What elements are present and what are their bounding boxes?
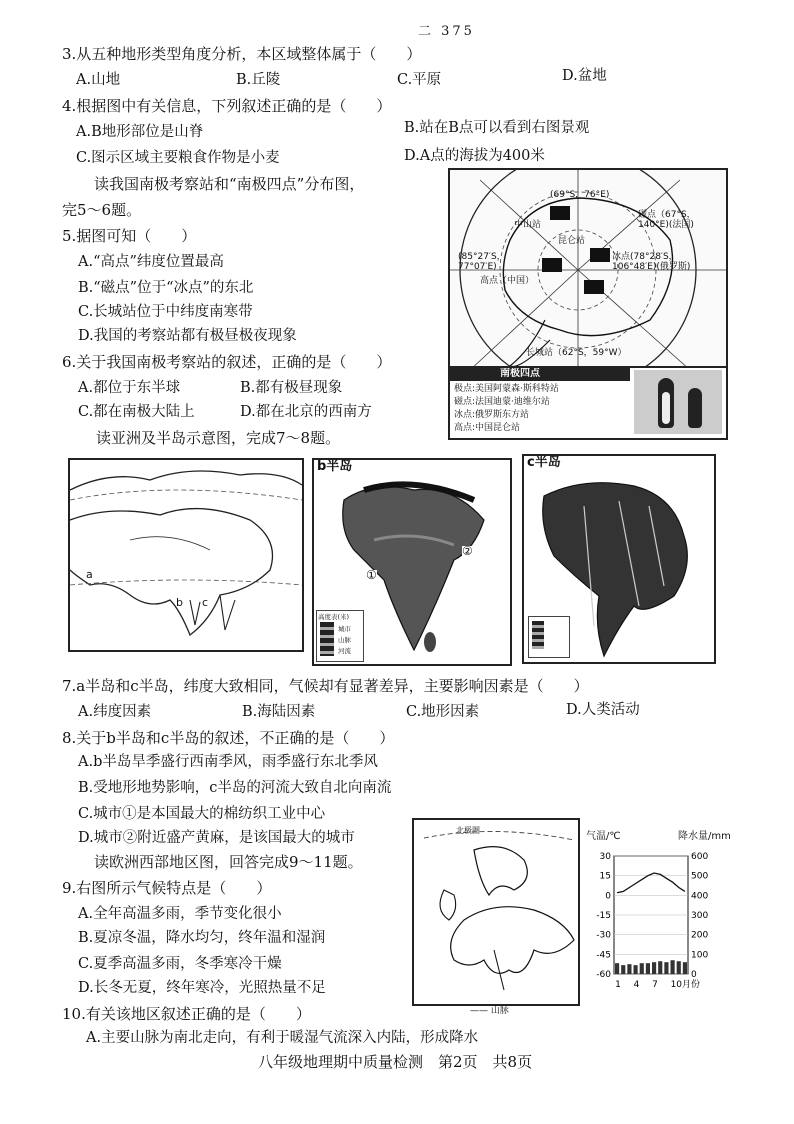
x-tick-label: 10月份 <box>670 980 701 990</box>
precip-tick-label: 300 <box>691 911 709 921</box>
label-high-point-coord: (85°27′S，77°07′E) <box>458 252 506 272</box>
q5-option-d: D.我国的考察站都有极昼极夜现象 <box>78 328 297 344</box>
precip-bar <box>634 965 638 974</box>
europe-map-legend: —— 山脉 <box>470 1006 509 1016</box>
temp-tick-label: -30 <box>596 930 611 941</box>
precip-tick-label: 600 <box>691 852 709 862</box>
b-legend-title: 高度表(米) <box>318 613 350 621</box>
precip-bar <box>627 964 631 974</box>
q8-option-d: D.城市②附近盛产黄麻，是该国最大的城市 <box>78 830 355 846</box>
precip-bar <box>664 962 668 974</box>
temp-axis-label: 气温/℃ <box>586 831 621 842</box>
label-magnetic-point: 磁点（67°S，140°E)(法国) <box>638 210 696 230</box>
precip-tick-label: 0 <box>691 970 697 980</box>
q6-option-c: C.都在南极大陆上 <box>78 404 195 420</box>
asia-label-a: a <box>86 568 93 581</box>
asia-label-c: c <box>202 596 209 609</box>
precip-bar <box>671 960 675 974</box>
temp-tick-label: -15 <box>596 911 611 921</box>
legend-high: 高点:中国昆仑站 <box>454 423 521 433</box>
precip-bar <box>615 963 619 974</box>
temp-tick-label: 0 <box>605 891 611 902</box>
asia-map <box>68 458 304 652</box>
q5-stem: 5.据图可知（ ） <box>62 227 197 245</box>
q7-option-b: B.海陆因素 <box>242 704 316 720</box>
b-peninsula-map <box>312 458 512 666</box>
q3-option-d: D.盆地 <box>562 68 607 84</box>
b-legend-mountain: 山脉 <box>338 636 351 644</box>
q7-stem: 7.a半岛和c半岛，纬度大致相同，气候却有显著差异，主要影响因素是（ ） <box>62 677 589 695</box>
header-fragment: 二 375 <box>418 24 475 39</box>
label-great-wall: 长城站（62°S，59°W） <box>526 348 627 358</box>
precip-bar <box>646 963 650 974</box>
label-kunlun: 昆仑站 <box>558 236 586 246</box>
legend-pole: 极点:美国阿蒙森·斯科特站 <box>454 384 559 394</box>
q4-option-b: B.站在B点可以看到右图景观 <box>404 120 590 136</box>
label-high-point: 高点（中国） <box>480 276 535 286</box>
q5-option-b: B.“磁点”位于“冰点”的东北 <box>78 280 254 296</box>
q8-option-c: C.城市①是本国最大的棉纺织工业中心 <box>78 806 326 822</box>
precip-tick-label: 200 <box>691 930 709 941</box>
precip-axis-label: 降水量/mm <box>678 831 731 842</box>
q4-option-a: A.B地形部位是山脊 <box>76 124 204 140</box>
c-peninsula-map <box>522 454 716 664</box>
intro-7-8: 读亚洲及半岛示意图，完成7～8题。 <box>96 429 341 447</box>
b-peninsula-title: b半岛 <box>317 459 353 474</box>
precip-bar <box>621 965 625 974</box>
q6-option-b: B.都有极昼现象 <box>240 380 343 396</box>
q9-option-b: B.夏凉冬温，降水均匀，终年温和湿润 <box>78 930 326 946</box>
c-peninsula-title: c半岛 <box>527 455 561 470</box>
legend-magnetic: 磁点:法国迪蒙·迪维尔站 <box>454 397 550 407</box>
q4-stem: 4.根据图中有关信息，下列叙述正确的是（ ） <box>62 97 392 115</box>
antarctic-legend <box>448 366 728 440</box>
temp-tick-label: -45 <box>596 950 611 961</box>
q3-stem: 3.从五种地形类型角度分析，本区域整体属于（ ） <box>62 45 422 63</box>
precip-tick-label: 400 <box>691 891 709 902</box>
asia-label-b: b <box>176 596 183 609</box>
q6-option-a: A.都位于东半球 <box>78 380 181 396</box>
q9-option-a: A.全年高温多雨，季节变化很小 <box>78 906 282 922</box>
europe-arctic-circle-label: 北极圈 <box>456 826 480 835</box>
precip-tick-label: 100 <box>691 950 709 961</box>
temp-tick-label: 30 <box>599 852 611 862</box>
europe-map <box>412 818 580 1006</box>
b-legend-city: 城市 <box>338 625 351 633</box>
q5-option-c: C.长城站位于中纬度南寒带 <box>78 304 253 320</box>
legend-ice: 冰点:俄罗斯东方站 <box>454 410 530 420</box>
climate-chart-svg <box>580 832 740 1000</box>
precip-bar <box>677 961 681 974</box>
label-zhongshan: 中山站 <box>514 220 542 230</box>
b-city-2: ② <box>462 544 473 558</box>
label-zhongshan-coord: (69°S，76°E) <box>550 190 610 200</box>
intro-5-6-line1: 读我国南极考察站和“南极四点”分布图， <box>94 175 365 193</box>
x-tick-label: 4 <box>633 980 640 990</box>
q3-option-c: C.平原 <box>397 72 442 88</box>
temperature-line <box>617 873 685 893</box>
q6-stem: 6.关于我国南极考察站的叙述，正确的是（ ） <box>62 353 392 371</box>
antarctic-legend-title: 南极四点 <box>500 368 540 379</box>
q6-option-d: D.都在北京的西南方 <box>240 404 372 420</box>
precip-bar <box>683 962 687 974</box>
q10-option-a: A.主要山脉为南北走向，有利于暖湿气流深入内陆，形成降水 <box>86 1030 479 1046</box>
penguin-photo <box>634 370 722 434</box>
q9-option-c: C.夏季高温多雨，冬季寒冷干燥 <box>78 956 282 972</box>
q3-option-a: A.山地 <box>76 72 121 88</box>
precip-tick-label: 500 <box>691 871 709 882</box>
q7-option-a: A.纬度因素 <box>78 704 152 720</box>
x-tick-label: 7 <box>652 980 658 990</box>
q3-option-b: B.丘陵 <box>236 72 281 88</box>
b-legend <box>316 610 364 662</box>
q4-option-d: D.A点的海拔为400米 <box>404 148 545 164</box>
q4-option-c: C.图示区域主要粮食作物是小麦 <box>76 150 280 166</box>
climate-chart <box>580 832 740 1000</box>
q9-stem: 9.右图所示气候特点是（ ） <box>62 879 272 897</box>
intro-5-6-line2: 完5～6题。 <box>62 201 142 219</box>
temp-tick-label: 15 <box>599 871 611 882</box>
q5-option-a: A.“高点”纬度位置最高 <box>78 254 224 270</box>
q8-option-a: A.b半岛旱季盛行西南季风，雨季盛行东北季风 <box>78 754 378 770</box>
x-tick-label: 1 <box>615 980 621 990</box>
q9-option-d: D.长冬无夏，终年寒冷，光照热量不足 <box>78 980 326 996</box>
precip-bar <box>652 962 656 974</box>
q7-option-c: C.地形因素 <box>406 704 480 720</box>
q8-option-b: B.受地形地势影响，c半岛的河流大致自北向南流 <box>78 780 392 796</box>
b-legend-river: 河流 <box>338 647 351 655</box>
b-city-1: ① <box>366 568 377 582</box>
intro-9-11: 读欧洲西部地区图，回答完成9～11题。 <box>94 853 363 871</box>
q7-option-d: D.人类活动 <box>566 702 640 718</box>
precip-bar <box>658 961 662 974</box>
page-footer: 八年级地理期中质量检测 第2页 共8页 <box>258 1053 533 1071</box>
q10-stem: 10.有关该地区叙述正确的是（ ） <box>62 1005 311 1023</box>
precip-bar <box>640 963 644 974</box>
temp-tick-label: -60 <box>596 970 611 980</box>
q8-stem: 8.关于b半岛和c半岛的叙述，不正确的是（ ） <box>62 729 395 747</box>
label-ice-point: 冰点(78°28′S，106°48′E)(俄罗斯) <box>612 252 691 272</box>
